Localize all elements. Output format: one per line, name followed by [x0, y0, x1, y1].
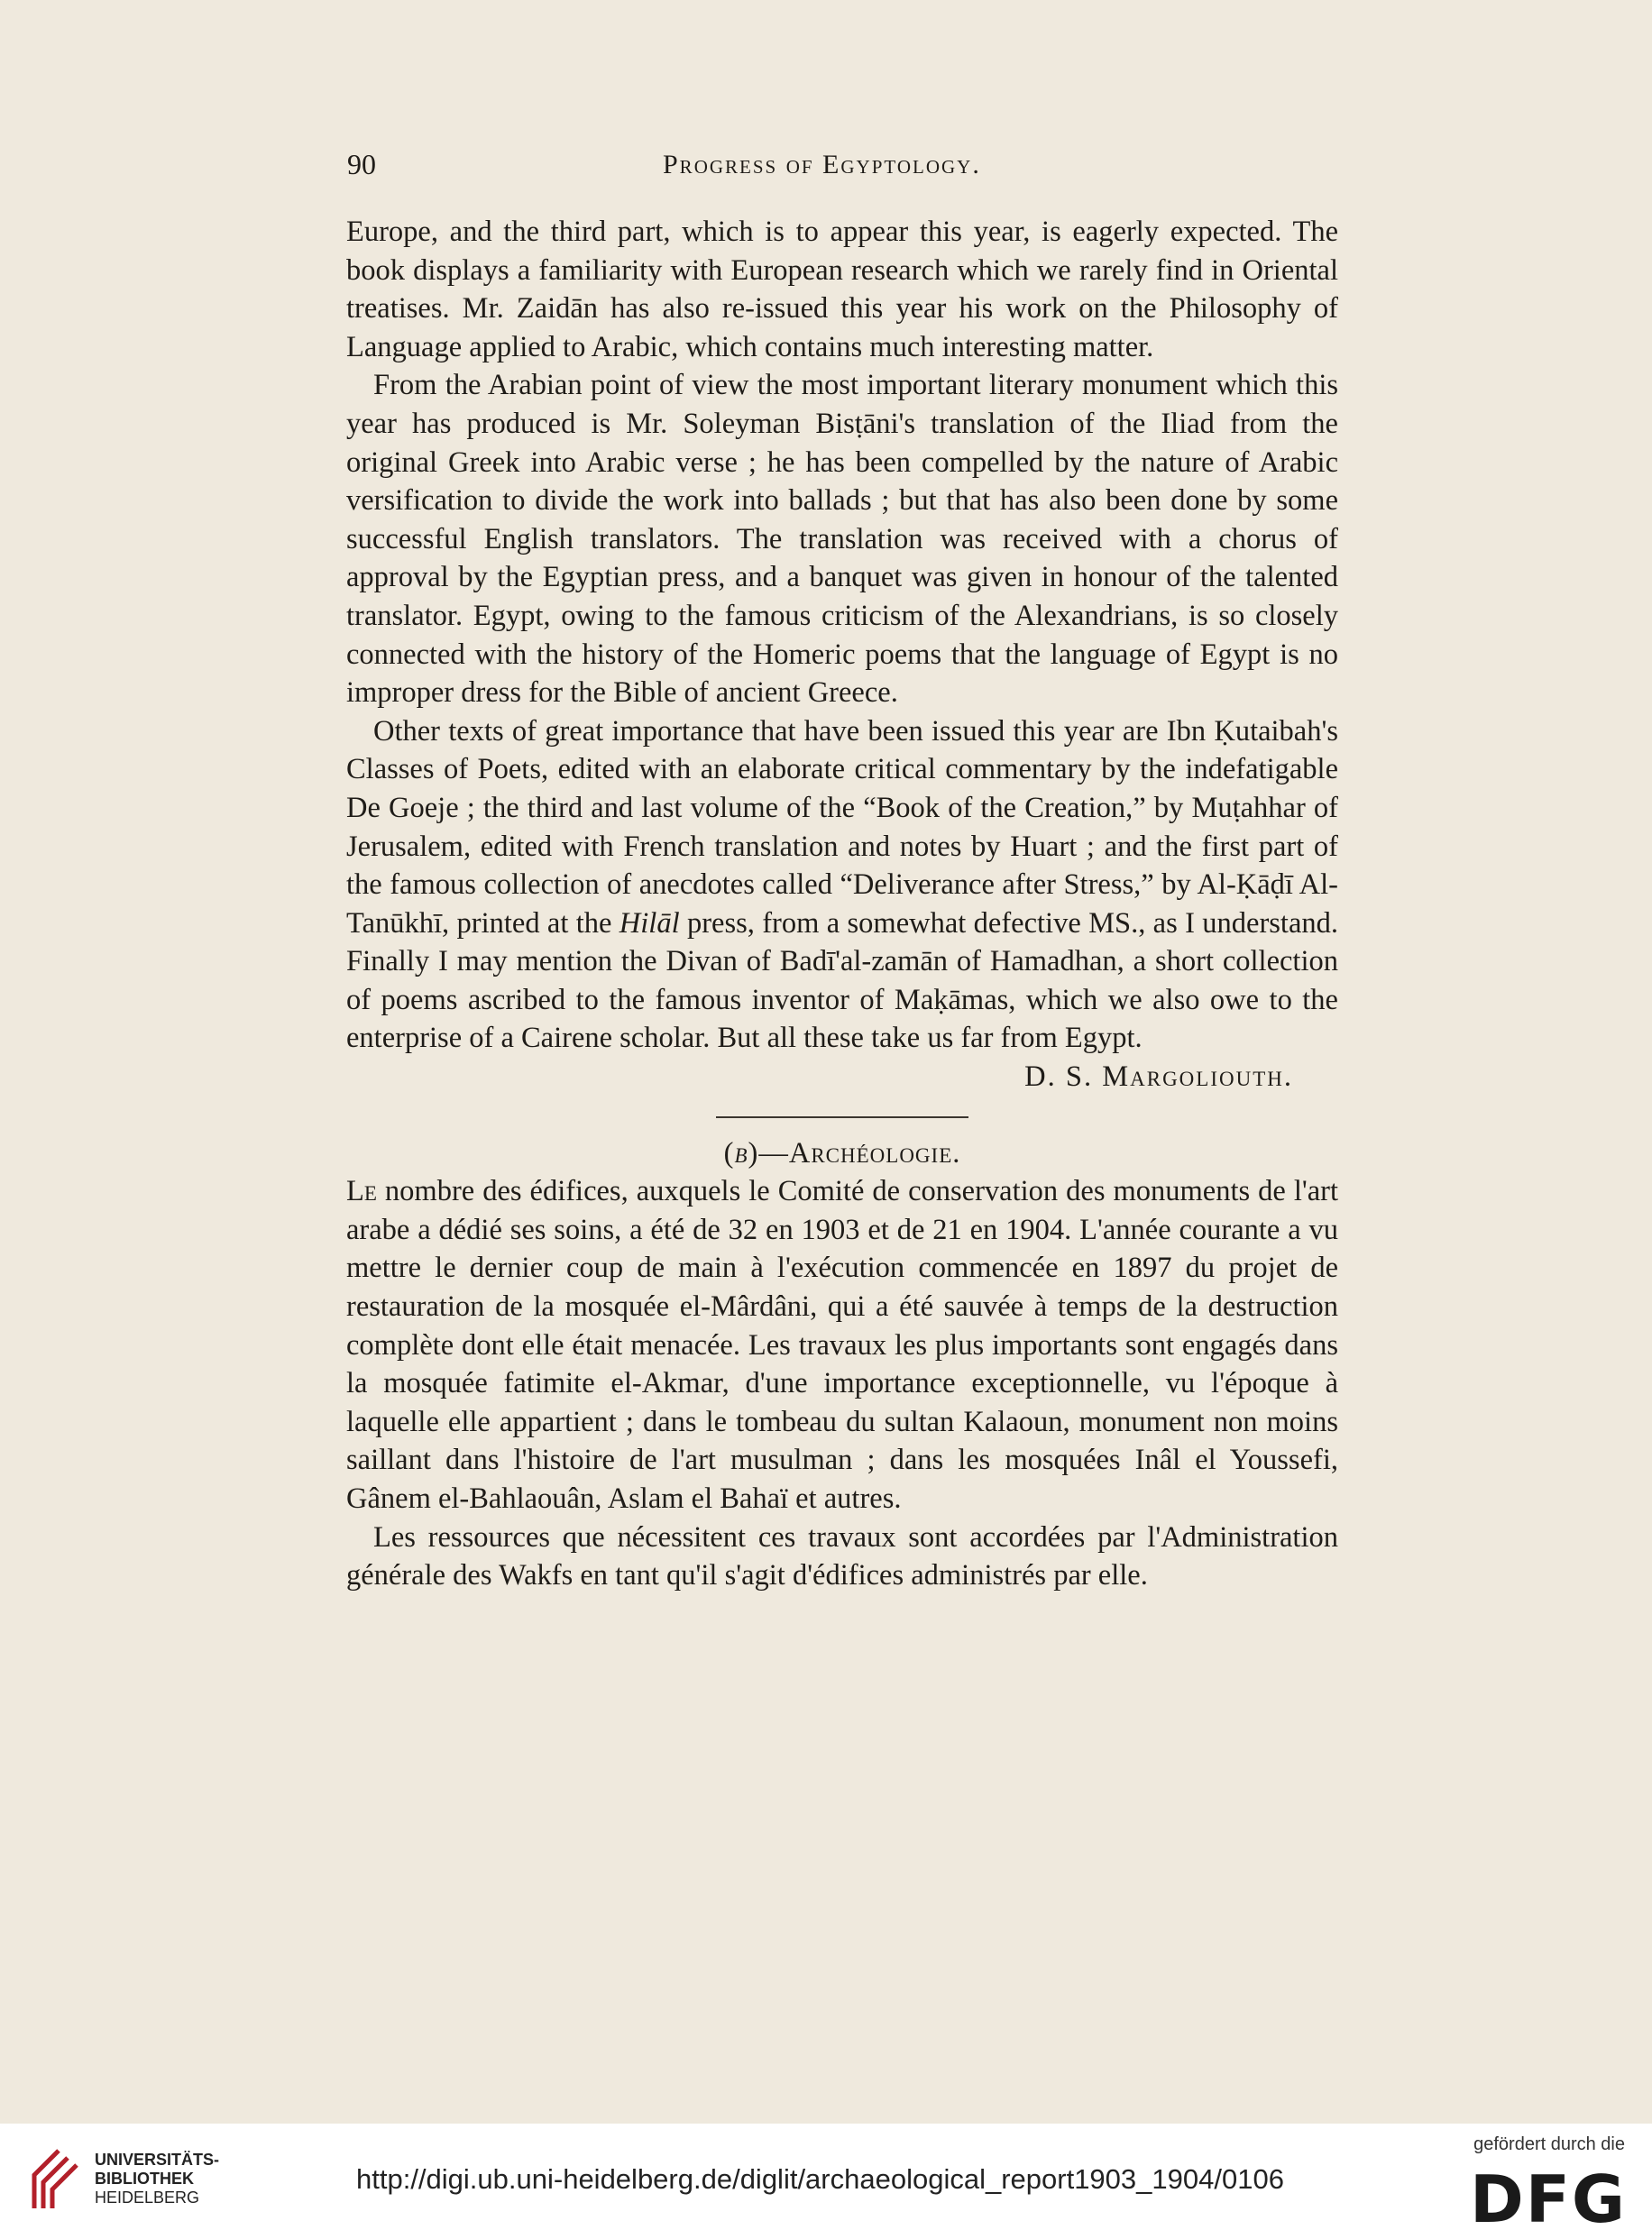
section-letter: b: [734, 1136, 748, 1170]
body-text: [346, 213, 1338, 1595]
paragraph: Europe, and the third part, which is to appear this year, is eagerly expected. The book displays a familiarity with European research which we rarely find in Oriental treatises. Mr. Zaidān has also re-issued this year his work on the Philosophy of Language applied to Arabic, which contains much interesting matter.: [346, 216, 1338, 363]
page-header: [347, 148, 1339, 193]
paragraph: [346, 712, 1338, 1058]
institution-line: HEIDELBERG: [95, 2189, 200, 2207]
section-title: Archéologie.: [788, 1136, 961, 1170]
page-number: 90: [347, 148, 376, 180]
italic-term: Hilāl: [619, 906, 680, 940]
paragraph-text: nombre des édifices, auxquels le Comité de conservation des monuments de l'art arabe a dédié ses soins, a été de 32 en 1903 et de 21 en 1904. L'année courante a vu mettre le dernier coup de main à l'exécution commencée en 1897 du projet de restauration de la mosquée el-Mârdâni, qui a été sauvée à temps de la destruction complète dont elle était menacée. Les travaux les plus importants sont engagés dans la mosquée fatimite el-Akmar, d'une importance exceptionnelle, vu l'époque à laquelle elle appartient ; dans le tombeau du sultan Kalaoun, monument non moins saillant dans l'histoire de l'art musulman ; dans les mosquées Inâl el Youssefi, Gânem el-Bahlaouân, Aslam el Bahaï et autres.: [346, 1175, 1338, 1515]
dfg-logo: DFG: [1469, 2161, 1627, 2237]
paragraph-text: press, from a somewhat defective MS., as I understand. Finally I may mention the Divan of Badī'al-zamān of Hamadhan, a short collection of poems ascribed to the famous inventor of Maḳāmas, which we also owe to the enterprise of a Cairene scholar. But all these take us far from Egypt.: [346, 906, 1338, 1055]
author-signature: D. S. Margoliouth.: [1024, 1060, 1293, 1094]
paragraph: [346, 1172, 1338, 1518]
paragraph: Les ressources que nécessitent ces travaux sont accordées par l'Administration générale des Wakfs en tant qu'il s'agit d'édifices administrés par elle.: [346, 1520, 1338, 1592]
institution-line: BIBLIOTHEK: [95, 2170, 194, 2188]
university-name: [95, 2151, 219, 2207]
institution-line: UNIVERSITÄTS-: [95, 2151, 220, 2169]
section-label: )—: [748, 1136, 789, 1170]
running-head: Progress of Egyptology.: [663, 150, 981, 179]
paragraph-text: Other texts of great importance that have been issued this year are Ibn Ḳutaibah's Classes of Poets, edited with an elaborate critical commentary by the indefatigable De Goeje ; the third and last volume of the “Book of the Creation,” by Muṭahhar of Jerusalem, edited with French translation and notes by Huart ; and the first part of the famous collection of anecdotes called “Deliverance after Stress,” by Al-Ḳāḍī Al-Tanūkhī, printed at the: [346, 714, 1338, 940]
university-logo-icon: [18, 2143, 90, 2216]
section-label: (: [723, 1136, 735, 1170]
section-heading: [346, 1134, 1338, 1173]
permalink-url[interactable]: http://digi.ub.uni-heidelberg.de/diglit/archaeological_report1903_1904/0106: [356, 2163, 1284, 2195]
paragraph: From the Arabian point of view the most important literary monument which this year has produced is Mr. Soleyman Bisṭāni's translation of the Iliad from the original Greek into Arabic verse ; he has been compelled by the nature of Arabic versification to divide the work into ballads ; but that has also been done by some successful English translators. The translation was received with a chorus of approval by the Egyptian press, and a banquet was given in honour of the talented translator. Egypt, owing to the famous criticism of the Alexandrians, is so closely connected with the history of the Homeric poems that the language of Egypt is no improper dress for the Bible of ancient Greece.: [346, 369, 1338, 710]
digitization-footer: [0, 2124, 1652, 2239]
section-divider: [716, 1116, 968, 1118]
lettrine: Le: [346, 1175, 377, 1208]
funded-by-label: gefördert durch die: [1473, 2134, 1625, 2154]
